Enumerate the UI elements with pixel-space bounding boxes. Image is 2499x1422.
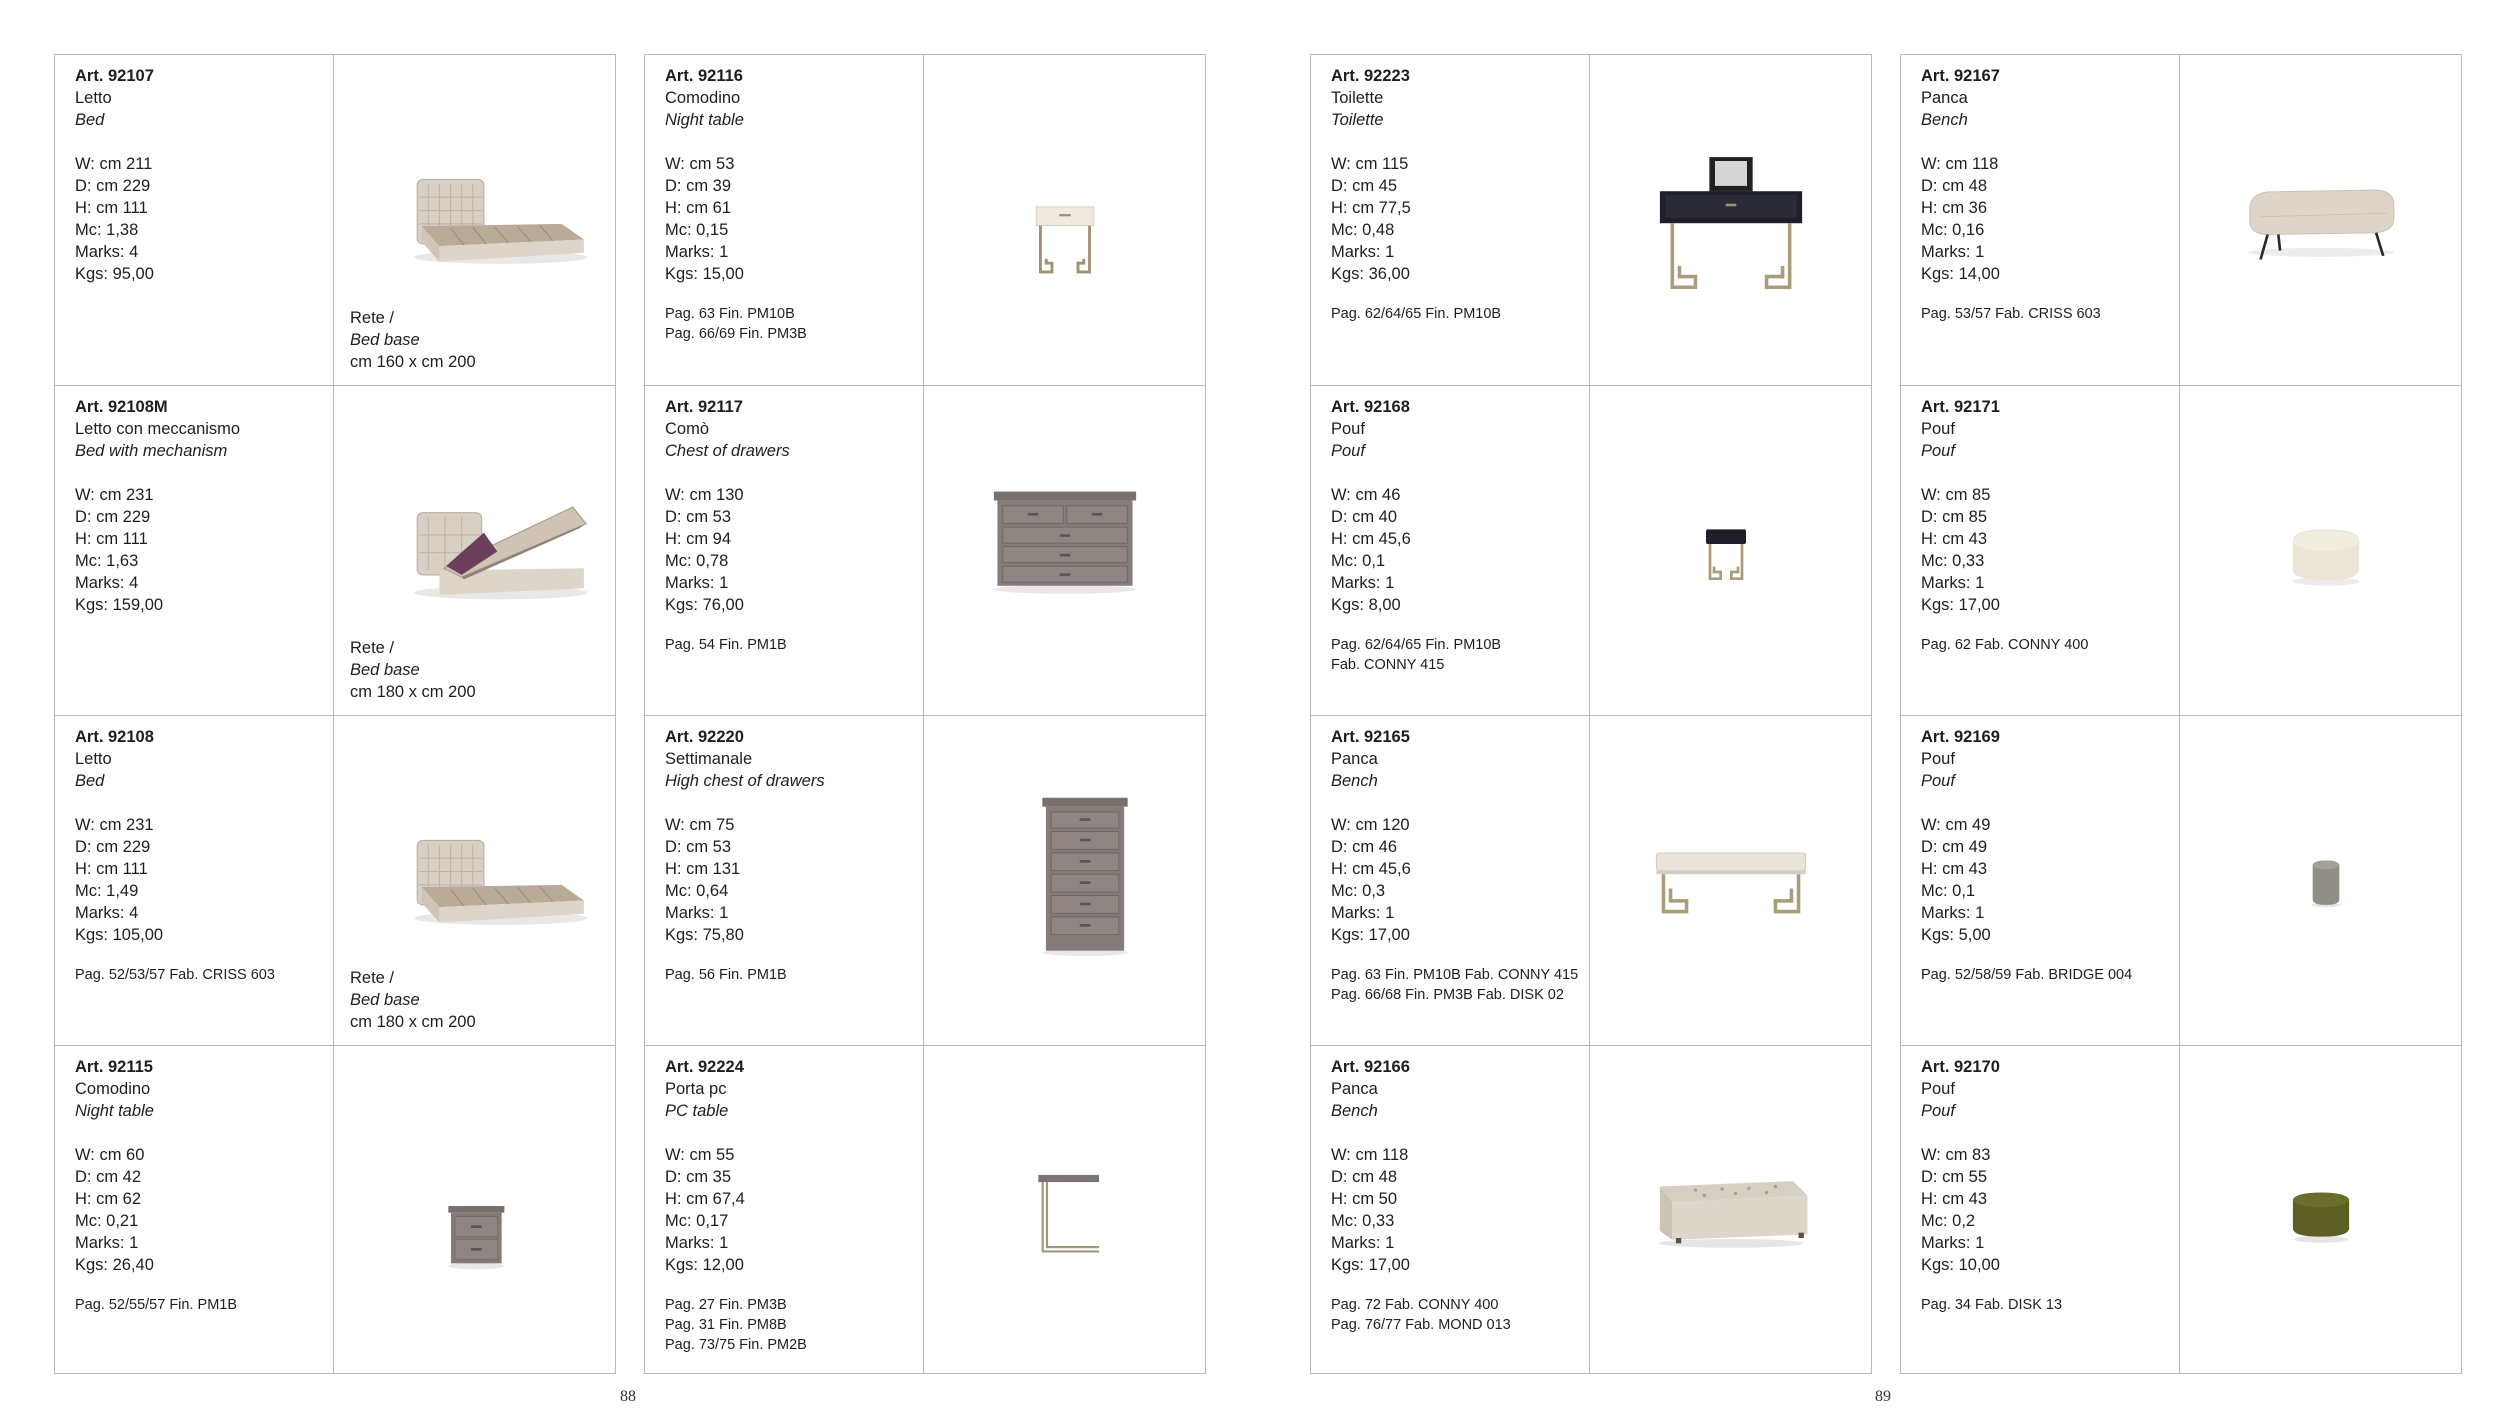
page-number-right: 89 [1875,1388,1891,1405]
weight-value: Kgs: 76,00 [665,596,744,614]
english-name: Bench [1921,111,1968,129]
height-value: H: cm 62 [75,1190,142,1208]
italian-name: Letto [75,89,112,107]
marks-value: Marks: 1 [665,1234,729,1252]
width-value: W: cm 83 [1921,1146,1991,1164]
volume-value: Mc: 0,17 [665,1212,729,1230]
article-number: Art. 92170 [1921,1058,2000,1076]
article-number: Art. 92166 [1331,1058,1410,1076]
tufted-bench-icon [1651,1126,1811,1286]
page-reference: Pag. 52/53/57 Fab. CRISS 603 [75,967,275,983]
width-value: W: cm 231 [75,486,154,504]
volume-value: Mc: 0,21 [75,1212,139,1230]
product-info [1331,1056,1586,1335]
product-cell-92170 [1901,1045,2461,1375]
english-name: Night table [75,1102,154,1120]
italian-name: Panca [1921,89,1968,107]
volume-value: Mc: 0,33 [1331,1212,1395,1230]
olive-pouf-icon [2266,1156,2376,1266]
volume-value: Mc: 0,48 [1331,221,1395,239]
weight-value: Kgs: 36,00 [1331,265,1410,283]
english-name: Pouf [1331,442,1365,460]
height-value: H: cm 61 [665,199,732,217]
product-info [75,1056,330,1315]
product-info [1921,65,2176,324]
weight-value: Kgs: 17,00 [1331,1256,1410,1274]
marks-value: Marks: 1 [665,243,729,261]
volume-value: Mc: 0,3 [1331,882,1386,900]
depth-value: D: cm 53 [665,838,732,856]
marks-value: Marks: 1 [665,904,729,922]
stool-icon [1666,496,1786,616]
volume-value: Mc: 0,2 [1921,1212,1976,1230]
marks-value: Marks: 4 [75,243,139,261]
upholstered-bench-icon [2241,135,2401,295]
depth-value: D: cm 55 [1921,1168,1988,1186]
side-table-icon [995,1146,1125,1276]
metal-bench-icon [1651,796,1811,956]
depth-value: D: cm 48 [1921,177,1988,195]
catalog-column-1 [54,54,616,1374]
english-name: Bed with mechanism [75,442,228,460]
english-name: Bench [1331,1102,1378,1120]
product-info [1921,396,2176,655]
product-cell-92169 [1901,715,2461,1045]
article-number: Art. 92116 [665,67,743,85]
width-value: W: cm 120 [1331,816,1410,834]
page-reference: Pag. 53/57 Fab. CRISS 603 [1921,306,2101,322]
product-cell-92107 [55,55,615,385]
page-reference: Pag. 72 Fab. CONNY 400 [1331,1297,1499,1313]
bed-base-note [350,967,476,1033]
bed-base-label-en: Bed base [350,331,420,349]
weight-value: Kgs: 17,00 [1921,596,2000,614]
weight-value: Kgs: 75,80 [665,926,744,944]
dimensions [665,814,920,946]
page-reference: Pag. 52/58/59 Fab. BRIDGE 004 [1921,967,2133,983]
product-cell-92115 [55,1045,615,1375]
page-references [1331,635,1586,675]
page-reference: Fab. CONNY 415 [1331,657,1445,673]
product-info [665,1056,920,1355]
page-reference: Pag. 62 Fab. CONNY 400 [1921,637,2089,653]
dimensions [75,484,330,616]
italian-name: Toilette [1331,89,1384,107]
height-value: H: cm 67,4 [665,1190,745,1208]
page-reference: Pag. 56 Fin. PM1B [665,967,787,983]
width-value: W: cm 118 [1331,1146,1409,1164]
article-number: Art. 92223 [1331,67,1410,85]
marks-value: Marks: 1 [1921,1234,1985,1252]
width-value: W: cm 75 [665,816,735,834]
height-value: H: cm 43 [1921,860,1988,878]
page-reference: Pag. 62/64/65 Fin. PM10B [1331,637,1502,653]
page-reference: Pag. 76/77 Fab. MOND 013 [1331,1317,1511,1333]
english-name: Chest of drawers [665,442,790,460]
italian-name: Pouf [1921,750,1955,768]
product-info [1921,1056,2176,1315]
italian-name: Letto con meccanismo [75,420,241,438]
width-value: W: cm 211 [75,155,153,173]
article-number: Art. 92108 [75,728,154,746]
bed-base-label: Rete / [350,309,395,327]
height-value: H: cm 77,5 [1331,199,1411,217]
bed-base-note [350,637,476,703]
catalog-column-3 [1310,54,1872,1374]
height-value: H: cm 43 [1921,1190,1988,1208]
dimensions [1331,484,1586,616]
product-cell-92108M [55,385,615,715]
height-value: H: cm 50 [1331,1190,1398,1208]
depth-value: D: cm 53 [665,508,732,526]
english-name: Pouf [1921,442,1955,460]
depth-value: D: cm 45 [1331,177,1398,195]
english-name: Toilette [1331,111,1384,129]
width-value: W: cm 49 [1921,816,1991,834]
width-value: W: cm 46 [1331,486,1401,504]
depth-value: D: cm 46 [1331,838,1398,856]
english-name: Bed [75,772,105,790]
page-references [1921,304,2176,324]
dimensions [1921,153,2176,285]
page-reference: Pag. 66/69 Fin. PM3B [665,326,807,342]
page-reference: Pag. 63 Fin. PM10B Fab. CONNY 415 [1331,967,1579,983]
page-references [665,304,920,344]
italian-name: Porta pc [665,1080,727,1098]
page-reference: Pag. 34 Fab. DISK 13 [1921,1297,2063,1313]
article-number: Art. 92171 [1921,398,2000,416]
dimensions [1331,814,1586,946]
marks-value: Marks: 1 [1921,574,1985,592]
product-cell-92116 [645,55,1205,385]
catalog-column-2 [644,54,1206,1374]
weight-value: Kgs: 17,00 [1331,926,1410,944]
volume-value: Mc: 1,49 [75,882,139,900]
weight-value: Kgs: 159,00 [75,596,164,614]
product-info [665,396,920,655]
metal-nightstand-icon [1000,165,1130,295]
article-number: Art. 92108M [75,398,168,416]
article-number: Art. 92169 [1921,728,2000,746]
width-value: W: cm 85 [1921,486,1991,504]
product-cell-92167 [1901,55,2461,385]
article-number: Art. 92224 [665,1058,744,1076]
product-cell-92220 [645,715,1205,1045]
article-number: Art. 92165 [1331,728,1410,746]
product-info [665,65,920,344]
page-reference: Pag. 27 Fin. PM3B [665,1297,787,1313]
depth-value: D: cm 35 [665,1168,732,1186]
width-value: W: cm 231 [75,816,154,834]
height-value: H: cm 94 [665,530,732,548]
italian-name: Letto [75,750,112,768]
product-cell-92223 [1311,55,1871,385]
width-value: W: cm 55 [665,1146,735,1164]
height-value: H: cm 36 [1921,199,1988,217]
page-references [665,1295,920,1355]
bed-base-note [350,307,476,373]
product-info [75,396,330,616]
vanity-table-icon [1651,145,1811,305]
italian-name: Comodino [75,1080,151,1098]
weight-value: Kgs: 14,00 [1921,265,2000,283]
page-reference: Pag. 54 Fin. PM1B [665,637,787,653]
product-cell-92166 [1311,1045,1871,1375]
dimensions [1921,1144,2176,1276]
dimensions [1331,153,1586,285]
page-reference: Pag. 62/64/65 Fin. PM10B [1331,306,1502,322]
depth-value: D: cm 39 [665,177,732,195]
page-references [1331,1295,1586,1335]
volume-value: Mc: 0,78 [665,552,729,570]
volume-value: Mc: 1,38 [75,221,139,239]
article-number: Art. 92117 [665,398,743,416]
height-value: H: cm 45,6 [1331,530,1411,548]
article-number: Art. 92167 [1921,67,2000,85]
dimensions [1921,484,2176,616]
product-cell-92171 [1901,385,2461,715]
italian-name: Pouf [1921,1080,1955,1098]
page-reference: Pag. 31 Fin. PM8B [665,1317,787,1333]
height-value: H: cm 45,6 [1331,860,1411,878]
dimensions [75,1144,330,1276]
weight-value: Kgs: 26,40 [75,1256,154,1274]
page-reference: Pag. 63 Fin. PM10B [665,306,795,322]
tall-chest-icon [1005,796,1165,956]
dimensions [75,814,330,946]
weight-value: Kgs: 95,00 [75,265,154,283]
volume-value: Mc: 1,63 [75,552,139,570]
italian-name: Pouf [1331,420,1365,438]
weight-value: Kgs: 5,00 [1921,926,1991,944]
marks-value: Marks: 1 [1331,1234,1395,1252]
depth-value: D: cm 40 [1331,508,1398,526]
width-value: W: cm 130 [665,486,744,504]
marks-value: Marks: 4 [75,574,139,592]
upholstered-bed-icon [395,115,595,315]
page-references [1921,635,2176,655]
depth-value: D: cm 48 [1331,1168,1398,1186]
product-info [1331,726,1586,1005]
italian-name: Comò [665,420,710,438]
nightstand-icon [415,1166,535,1286]
italian-name: Comodino [665,89,741,107]
page-references [665,635,920,655]
depth-value: D: cm 229 [75,838,151,856]
english-name: Bed [75,111,105,129]
bed-base-size: cm 160 x cm 200 [350,353,476,371]
volume-value: Mc: 0,1 [1331,552,1386,570]
english-name: PC table [665,1102,729,1120]
dimensions [665,153,920,285]
width-value: W: cm 115 [1331,155,1409,173]
italian-name: Pouf [1921,420,1955,438]
bed-base-label-en: Bed base [350,991,420,1009]
english-name: Bench [1331,772,1378,790]
page-references [665,965,920,985]
page-number-left: 88 [620,1388,636,1405]
bed-base-label: Rete / [350,969,395,987]
volume-value: Mc: 0,1 [1921,882,1976,900]
page-references [1331,965,1586,1005]
product-info [75,65,330,285]
marks-value: Marks: 1 [1331,904,1395,922]
page-reference: Pag. 73/75 Fin. PM2B [665,1337,807,1353]
depth-value: D: cm 229 [75,508,151,526]
page-references [1921,965,2176,985]
height-value: H: cm 131 [665,860,741,878]
weight-value: Kgs: 15,00 [665,265,744,283]
page-references [75,965,330,985]
bed-base-size: cm 180 x cm 200 [350,683,476,701]
product-info [1331,396,1586,675]
dimensions [1921,814,2176,946]
height-value: H: cm 111 [75,530,148,548]
depth-value: D: cm 229 [75,177,151,195]
width-value: W: cm 118 [1921,155,1999,173]
english-name: Pouf [1921,1102,1955,1120]
article-number: Art. 92115 [75,1058,153,1076]
product-info [1921,726,2176,985]
product-cell-92224 [645,1045,1205,1375]
dimensions [665,484,920,616]
marks-value: Marks: 1 [75,1234,139,1252]
italian-name: Settimanale [665,750,753,768]
page-reference: Pag. 52/55/57 Fin. PM1B [75,1297,238,1313]
height-value: H: cm 111 [75,860,148,878]
width-value: W: cm 53 [665,155,735,173]
italian-name: Panca [1331,1080,1378,1098]
weight-value: Kgs: 8,00 [1331,596,1401,614]
catalog-column-4 [1900,54,2462,1374]
marks-value: Marks: 4 [75,904,139,922]
marks-value: Marks: 1 [1921,904,1985,922]
english-name: High chest of drawers [665,772,825,790]
bed-base-label-en: Bed base [350,661,420,679]
dimensions [1331,1144,1586,1276]
depth-value: D: cm 42 [75,1168,142,1186]
product-cell-92108 [55,715,615,1045]
weight-value: Kgs: 10,00 [1921,1256,2000,1274]
marks-value: Marks: 1 [1331,243,1395,261]
marks-value: Marks: 1 [665,574,729,592]
upholstered-bed-icon [395,776,595,976]
english-name: Pouf [1921,772,1955,790]
product-cell-92168 [1311,385,1871,715]
page-references [75,1295,330,1315]
article-number: Art. 92107 [75,67,154,85]
product-info [665,726,920,985]
article-number: Art. 92220 [665,728,744,746]
storage-bed-open-icon [395,446,595,646]
depth-value: D: cm 85 [1921,508,1988,526]
depth-value: D: cm 49 [1921,838,1988,856]
product-cell-92117 [645,385,1205,715]
page-reference: Pag. 66/68 Fin. PM3B Fab. DISK 02 [1331,987,1564,1003]
marks-value: Marks: 1 [1331,574,1395,592]
volume-value: Mc: 0,33 [1921,552,1985,570]
page-references [1921,1295,2176,1315]
product-info [75,726,330,985]
round-pouf-icon [2261,486,2391,616]
italian-name: Panca [1331,750,1378,768]
volume-value: Mc: 0,16 [1921,221,1985,239]
page-references [1331,304,1586,324]
english-name: Night table [665,111,744,129]
height-value: H: cm 43 [1921,530,1988,548]
small-pouf-icon [2276,826,2376,926]
product-cell-92165 [1311,715,1871,1045]
volume-value: Mc: 0,64 [665,882,729,900]
volume-value: Mc: 0,15 [665,221,729,239]
dresser-icon [985,456,1145,616]
dimensions [665,1144,920,1276]
bed-base-label: Rete / [350,639,395,657]
dimensions [75,153,330,285]
weight-value: Kgs: 105,00 [75,926,164,944]
bed-base-size: cm 180 x cm 200 [350,1013,476,1031]
product-info [1331,65,1586,324]
height-value: H: cm 111 [75,199,148,217]
marks-value: Marks: 1 [1921,243,1985,261]
weight-value: Kgs: 12,00 [665,1256,744,1274]
article-number: Art. 92168 [1331,398,1410,416]
width-value: W: cm 60 [75,1146,145,1164]
